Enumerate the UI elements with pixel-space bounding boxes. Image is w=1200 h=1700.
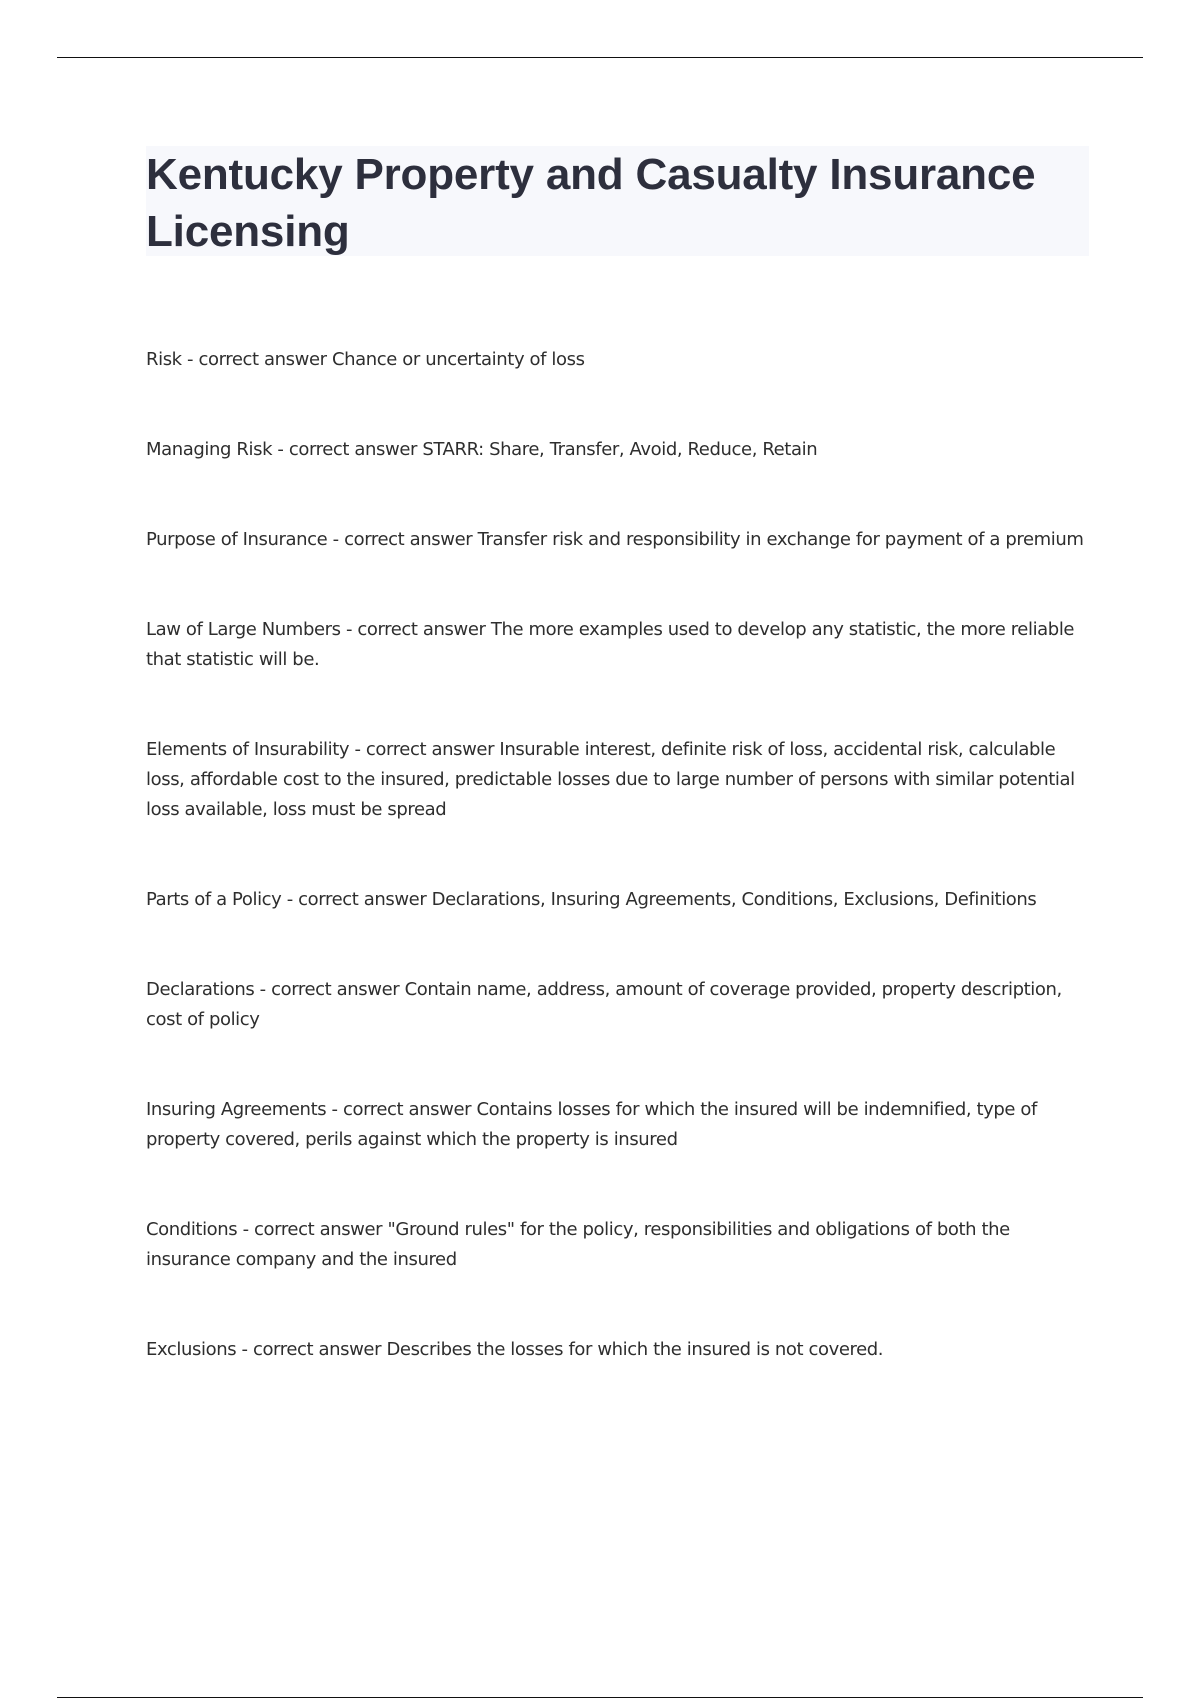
- qa-separator: - correct answer: [181, 349, 332, 370]
- qa-item-risk: [146, 345, 1086, 375]
- qa-term: Conditions: [146, 1219, 238, 1240]
- qa-answer: Declarations, Insuring Agreements, Conditions, Exclusions, Definitions: [431, 889, 1037, 910]
- qa-item-law-of-large-numbers: [146, 615, 1086, 675]
- qa-item-exclusions: [146, 1335, 1086, 1365]
- qa-term: Managing Risk: [146, 439, 273, 460]
- qa-answer: Describes the losses for which the insured is not covered.: [386, 1339, 884, 1360]
- document-title: Kentucky Property and Casualty Insurance Licensing: [146, 150, 1036, 256]
- qa-term: Elements of Insurability: [146, 739, 350, 760]
- qa-separator: - correct answer: [349, 739, 500, 760]
- qa-term: Exclusions: [146, 1339, 237, 1360]
- qa-term: Purpose of Insurance: [146, 529, 328, 550]
- qa-term: Law of Large Numbers: [146, 619, 341, 640]
- qa-answer: Transfer risk and responsibility in exchange for payment of a premium: [477, 529, 1084, 550]
- qa-separator: - correct answer: [281, 889, 432, 910]
- title-block: [146, 146, 1089, 256]
- qa-separator: - correct answer: [254, 979, 405, 1000]
- qa-answer: STARR: Share, Transfer, Avoid, Reduce, Retain: [422, 439, 818, 460]
- qa-separator: - correct answer: [340, 619, 491, 640]
- qa-term: Risk: [146, 349, 182, 370]
- qa-answer: Contains losses for which the insured will be indemnified, type of property covered, perils against which the property is insured: [146, 1099, 1037, 1150]
- qa-item-declarations: [146, 975, 1086, 1035]
- qa-item-parts-of-a-policy: [146, 885, 1086, 915]
- qa-answer: Insurable interest, definite risk of loss, accidental risk, calculable loss, affordable cost to the insured, predictable losses due to large number of persons with similar potential loss available, loss must be spread: [146, 739, 1075, 820]
- qa-item-conditions: [146, 1215, 1086, 1275]
- qa-separator: - correct answer: [272, 439, 423, 460]
- qa-item-elements-of-insurability: [146, 735, 1086, 825]
- qa-separator: - correct answer: [236, 1339, 387, 1360]
- qa-separator: - correct answer: [327, 529, 478, 550]
- qa-answer: Contain name, address, amount of coverage provided, property description, cost of policy: [146, 979, 1062, 1030]
- qa-answer: "Ground rules" for the policy, responsibilities and obligations of both the insurance company and the insured: [146, 1219, 1010, 1270]
- qa-separator: - correct answer: [326, 1099, 477, 1120]
- qa-item-managing-risk: [146, 435, 1086, 465]
- qa-answer: Chance or uncertainty of loss: [331, 349, 585, 370]
- qa-separator: - correct answer: [237, 1219, 388, 1240]
- qa-item-purpose-of-insurance: [146, 525, 1086, 555]
- top-divider: [57, 57, 1143, 58]
- qa-term: Parts of a Policy: [146, 889, 282, 910]
- qa-answer: The more examples used to develop any statistic, the more reliable that statistic will be.: [146, 619, 1075, 670]
- bottom-divider: [57, 1697, 1143, 1698]
- qa-term: Declarations: [146, 979, 255, 1000]
- qa-term: Insuring Agreements: [146, 1099, 327, 1120]
- qa-list: [146, 345, 1086, 1365]
- qa-item-insuring-agreements: [146, 1095, 1086, 1155]
